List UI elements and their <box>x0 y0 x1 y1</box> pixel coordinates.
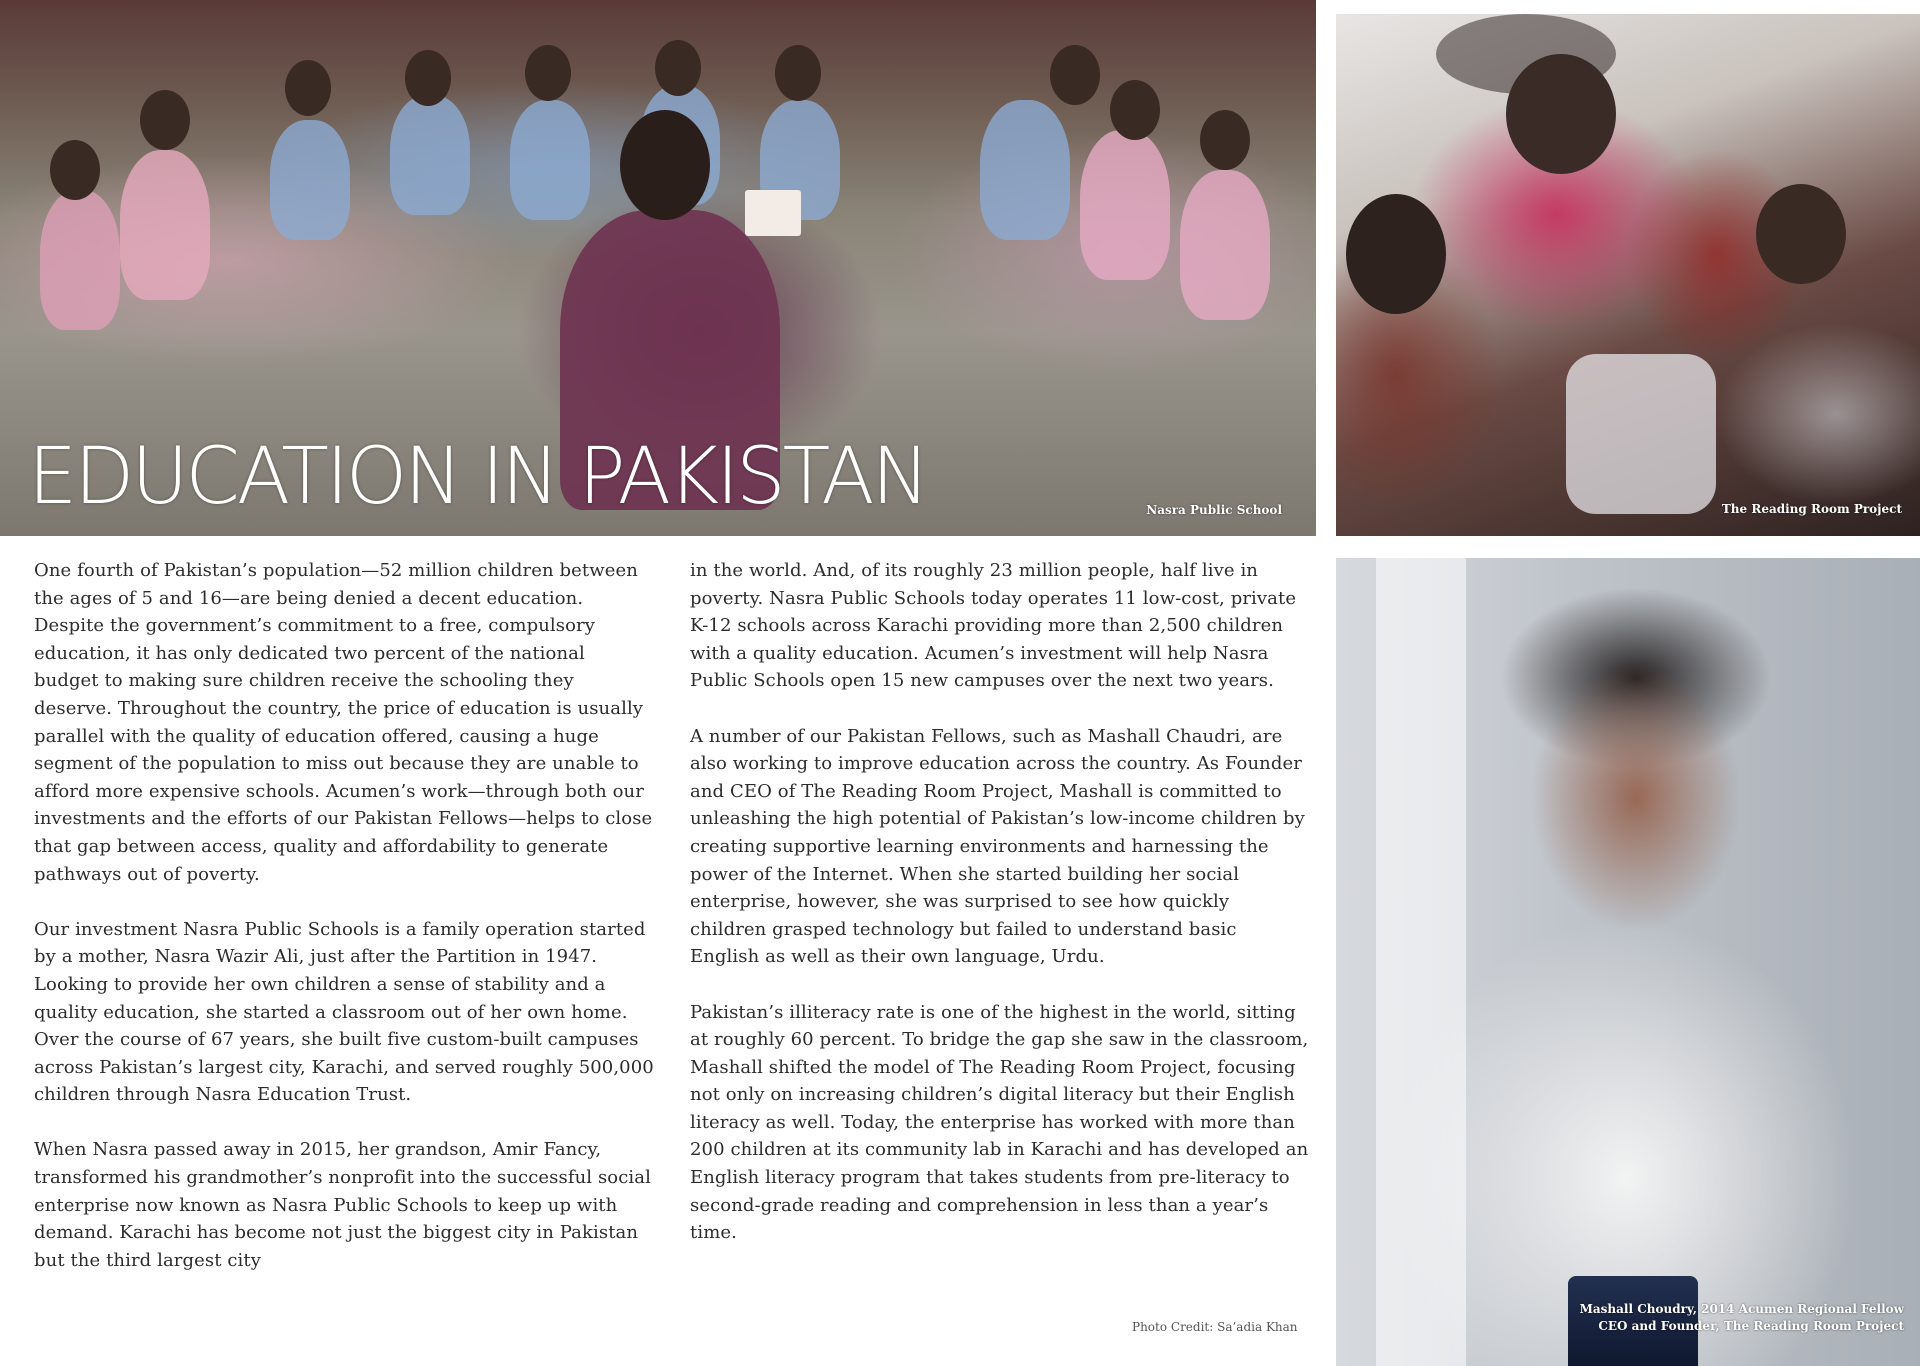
portrait-photo-caption-line1: Mashall Choudry, 2014 Acumen Regional Fellow <box>1579 1302 1904 1316</box>
page-title: EDUCATION IN PAKISTAN <box>28 432 927 522</box>
portrait-photo <box>1336 558 1920 1366</box>
reading-room-photo-caption: The Reading Room Project <box>1721 502 1902 516</box>
paragraph: Our investment Nasra Public Schools is a family operation started by a mother, Nasra Wazir Ali, just after the Partition in 1947. Looking to provide her own children a sense of stability and a quality education, she started a classroom out of her own home. Over the course of 67 years, she built five custom-built campuses across Pakistan’s largest city, Karachi, and served roughly 500,000 children through Nasra Education Trust. <box>34 918 654 1106</box>
paragraph: One fourth of Pakistan’s population—52 million children between the ages of 5 and 16—are being denied a decent education. Despite the government’s commitment to a free, compulsory education, it has only dedicated two percent of the national budget to making sure children receive the schooling they deserve. Throughout the country, the price of education is usually parallel with the quality of education offered, causing a huge segment of the population to miss out because they are unable to afford more expensive schools. Acumen’s work—through both our investments and the efforts of our Pakistan Fellows—helps to close that gap between access, quality and affordability to generate pathways out of poverty. <box>34 560 653 885</box>
paragraph: in the world. And, of its roughly 23 million people, half live in poverty. Nasra Public Schools today operates 11 low-cost, private K-12 schools across Karachi providing more than 2,500 children with a quality education. Acumen’s investment will help Nasra Public Schools open 15 new campuses over the next two years. <box>690 560 1297 692</box>
flash-card <box>745 190 801 236</box>
text-column-right <box>690 557 1310 1274</box>
portrait-photo-caption-line2: CEO and Founder, The Reading Room Project <box>1598 1319 1904 1333</box>
paragraph: A number of our Pakistan Fellows, such as Mashall Chaudri, are also working to improve education across the country. As Founder and CEO of The Reading Room Project, Mashall is committed to unleashing the high potential of Pakistan’s low-income children by creating supportive learning environments and harnessing the power of the Internet. When she started building her social enterprise, however, she was surprised to see how quickly children grasped technology but failed to understand basic English as well as their own language, Urdu. <box>690 725 1305 968</box>
classroom-photo <box>0 0 1316 536</box>
reading-room-photo <box>1336 14 1920 536</box>
paragraph: Pakistan’s illiteracy rate is one of the highest in the world, sitting at roughly 60 percent. To bridge the gap she saw in the classroom, Mashall shifted the model of The Reading Room Project, focusing not only on increasing children’s digital literacy but their English literacy as well. Today, the enterprise has worked with more than 200 children at its community lab in Karachi and has developed an English literacy program that takes students from pre-literacy to second-grade reading and comprehension in less than a year’s time. <box>690 1001 1309 1244</box>
paragraph: When Nasra passed away in 2015, her grandson, Amir Fancy, transformed his grandmother’s nonprofit into the successful social enterprise now known as Nasra Public Schools to keep up with demand. Karachi has become not just the biggest city in Pakistan but the third largest city <box>34 1139 651 1271</box>
classroom-photo-caption: Nasra Public School <box>1146 503 1282 517</box>
photo-credit: Photo Credit: Sa’adia Khan <box>1132 1320 1298 1334</box>
text-column-left <box>34 557 654 1302</box>
